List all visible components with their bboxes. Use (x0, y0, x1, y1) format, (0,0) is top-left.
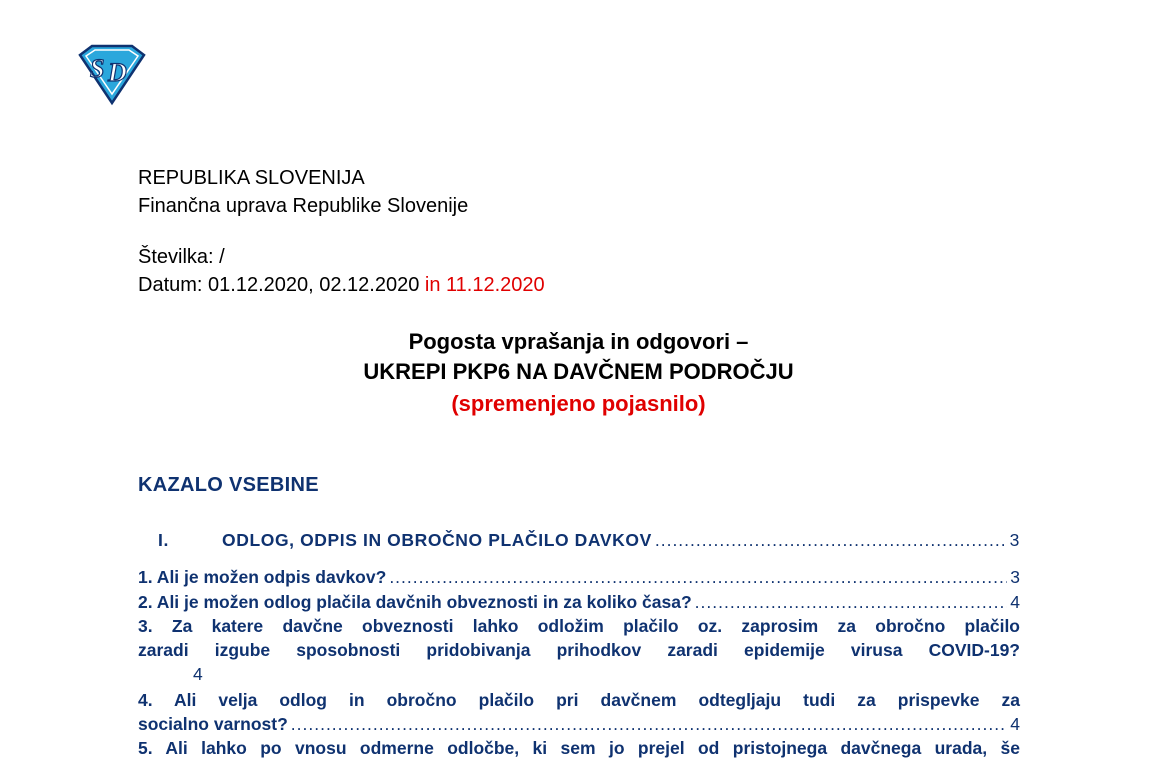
toc-item-text: 1. Ali je možen odpis davkov? (138, 567, 387, 587)
toc-item-5-partial[interactable]: 5. Ali lahko po vnosu odmerne odločbe, ki sem jo prejel od pristojnega davčnega urada, še (138, 738, 1020, 758)
org-country: REPUBLIKA SLOVENIJA (138, 167, 365, 189)
furs-logo (76, 43, 148, 107)
title-line-3: (spremenjeno pojasnilo) (451, 391, 706, 416)
toc-item-2[interactable] (138, 590, 1020, 614)
toc-item-text-line-1: 4. Ali velja odlog in obročno plačilo pri davčnem odtegljaju tudi za prispevke za (138, 690, 1020, 710)
toc-page-number: 3 (1010, 567, 1020, 587)
toc-page-number: 3 (1009, 530, 1020, 550)
number-value: / (213, 246, 225, 268)
date-values: 01.12.2020, 02.12.2020 (202, 274, 425, 296)
svg-text:D: D (108, 58, 127, 87)
toc-leader (389, 565, 1007, 589)
title-line-2: UKREPI PKP6 NA DAVČNEM PODROČJU (363, 359, 794, 384)
toc-section-title: ODLOG, ODPIS IN OBROČNO PLAČILO DAVKOV (222, 530, 652, 550)
title-line-1: Pogosta vprašanja in odgovori – (408, 329, 749, 354)
svg-text:S: S (90, 54, 105, 83)
toc-leader (655, 528, 1007, 552)
toc-leader (291, 712, 1008, 736)
document-date (138, 273, 545, 297)
toc-item-text-line-2: zaradi izgube sposobnosti pridobivanja prihodkov zaradi epidemije virusa COVID-19? (138, 640, 1020, 660)
date-label: Datum: (138, 274, 203, 296)
date-added: in 11.12.2020 (424, 274, 545, 296)
toc-item-4[interactable] (138, 688, 1020, 736)
toc-section[interactable] (138, 528, 1020, 552)
toc-page-number: 4 (193, 664, 203, 684)
toc-page-number: 4 (1010, 714, 1020, 734)
org-name: Finančna uprava Republike Slovenije (138, 195, 469, 217)
toc-section-number: I. (158, 530, 169, 550)
toc-item-text-line-1: 3. Za katere davčne obveznosti lahko odložim plačilo oz. zaprosim za obročno plačilo (138, 616, 1020, 636)
toc-leader (695, 590, 1008, 614)
document-number (138, 245, 225, 269)
toc-page-number: 4 (1010, 592, 1020, 612)
number-label: Številka: (138, 246, 214, 268)
toc-item-text-line-2: socialno varnost? (138, 714, 288, 734)
toc-item-3[interactable] (138, 614, 1020, 686)
toc-item-text: 2. Ali je možen odlog plačila davčnih obveznosti in za koliko časa? (138, 592, 692, 612)
toc-heading: KAZALO VSEBINE (138, 474, 319, 496)
toc-item-1[interactable] (138, 565, 1020, 589)
